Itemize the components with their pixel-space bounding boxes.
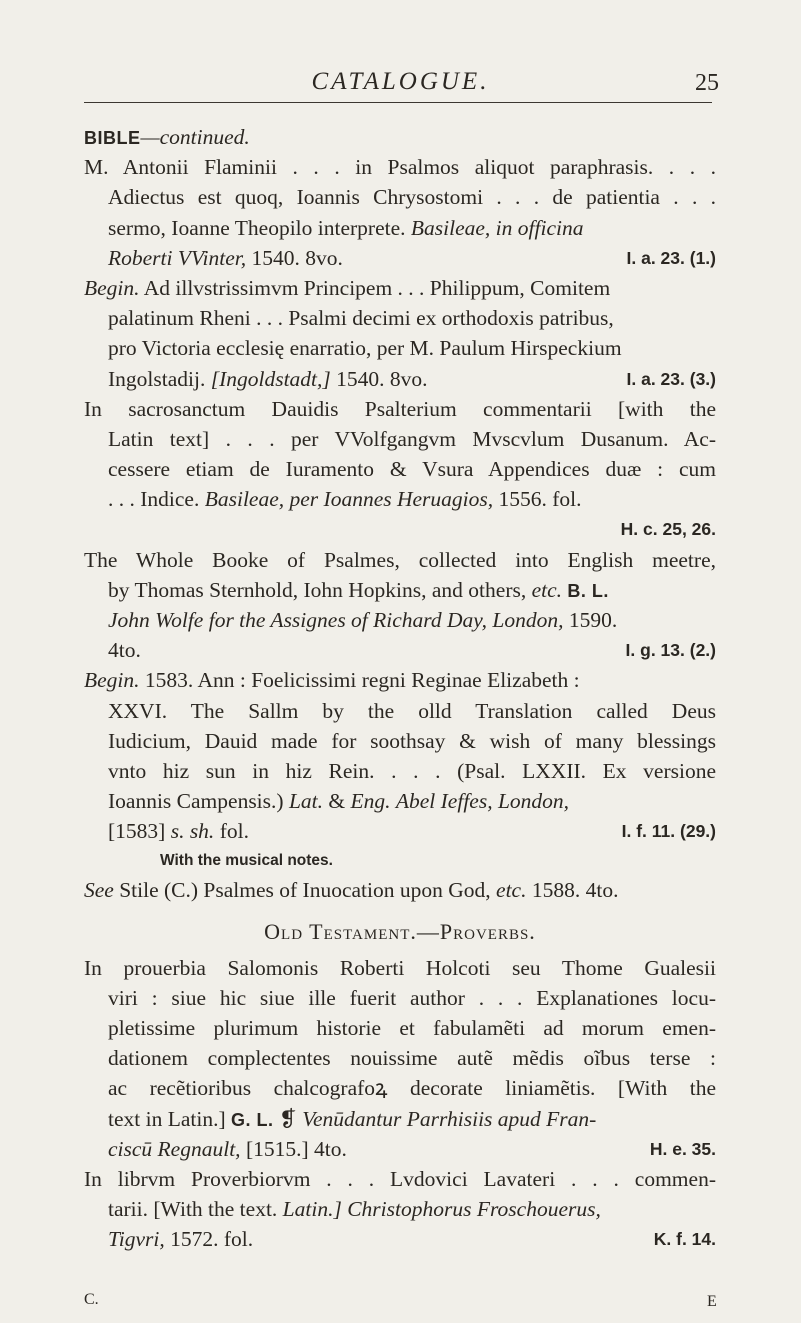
entry-line: Iudicium, Dauid made for soothsay & wish of many blessings [108, 728, 716, 753]
catalogue-entry [84, 1164, 716, 1255]
format: fol. [219, 819, 249, 844]
shelfmark: I. a. 23. (3.) [626, 368, 716, 389]
imprint-tail: 1540. 8vo. [251, 245, 343, 270]
entry-line [84, 213, 716, 243]
entry-text: by Thomas Sternhold, Iohn Hopkins, and others, [108, 577, 527, 602]
section-heading [84, 122, 716, 152]
entry-line [84, 605, 716, 635]
date: [1583] [108, 819, 166, 844]
imprint-tail: 1590. [568, 608, 618, 632]
format: 4to. [108, 638, 141, 663]
catalogue-entry [84, 273, 716, 394]
shelfmark: I. g. 13. (2.) [625, 640, 716, 661]
entry-line: In librvm Proverbiorvm . . . Lvdovici Lavateri . . . commen- [84, 1167, 716, 1191]
imprint-tail: [1515.] 4to. [245, 1136, 347, 1161]
black-letter-mark: B. L. [567, 580, 609, 601]
catalogue-entry [84, 665, 716, 874]
entry-text: Ad illvstrissimvm Principem . . . Philippum, Comitem [143, 275, 611, 300]
entry-line [84, 1134, 716, 1164]
etc: etc. [531, 577, 563, 602]
entry-line: Adiectus est quoq, Ioannis Chrysostomi . . . de patientia . . . [108, 185, 716, 210]
language: Eng. [350, 789, 391, 814]
entry-line: pletissime plurimum historie et fabulamẽti ad morum emen- [108, 1016, 716, 1041]
entry-line: dationem complectentes nouissime autẽ mẽdis oĩbus terse : [108, 1046, 716, 1071]
entry-lead: Begin. [84, 275, 140, 300]
ampersand: & [328, 789, 346, 814]
entry-line: pro Victoria ecclesię enarratio, per M. Paulum Hirspeckium [108, 336, 622, 361]
imprint: Roberti VVinter, [108, 245, 247, 270]
shelfmark: H. c. 25, 26. [620, 519, 716, 540]
header-rule [84, 102, 712, 103]
entry-line: vnto hiz sun in hiz Rein. . . . (Psal. LXXII. Ex versione [108, 758, 716, 783]
entry-line: palatinum Rheni . . . Psalmi decimi ex orthodoxis patribus, [108, 306, 614, 331]
shelfmark: K. f. 14. [653, 1229, 716, 1250]
entry-line: Latin text] . . . per VVolfgangvm Mvscvlum Dusanum. Ac- [108, 426, 716, 451]
imprint: John Wolfe for the Assignes of Richard Day, London, [108, 608, 564, 632]
heading-suffix: —continued. [140, 125, 250, 149]
entry-line: M. Antonii Flaminii . . . in Psalmos aliquot paraphrasis. . . . [84, 155, 716, 180]
page-footer [0, 1291, 801, 1321]
entry-lead: Begin. [84, 668, 140, 693]
entry-text: Ingolstadij. [108, 366, 206, 391]
imprint-tail: 1556. fol. [498, 487, 582, 512]
see-lead: See [84, 877, 114, 902]
catalogue-entry [84, 545, 716, 666]
entry-line [84, 1104, 716, 1134]
entry-line [84, 484, 716, 514]
entry-text: Stile (C.) Psalmes of Inuocation upon God, [119, 877, 491, 902]
entry-line [84, 1224, 716, 1254]
heading-label: BIBLE [84, 128, 141, 148]
entry-line [84, 665, 716, 695]
signature-left: C. [84, 1291, 99, 1308]
entry-line [84, 1194, 716, 1224]
running-title: CATALOGUE. [311, 68, 490, 95]
imprint-tail: 1588. 4to. [531, 877, 619, 902]
entry-line [84, 364, 716, 394]
imprint: Abel Ieffes, London, [395, 789, 570, 814]
imprint: ciscū Regnault, [108, 1136, 241, 1161]
shelfmark: I. f. 11. (29.) [621, 821, 716, 842]
entry-line: cessere etiam de Iuramento & Vsura Appendices duæ : cum [108, 457, 716, 482]
entry-line: The Whole Booke of Psalmes, collected into English meetre, [84, 547, 716, 572]
entry-text: sermo, Ioanne Theopilo interprete. [108, 215, 406, 240]
entry-line: ac recẽtioribus chalcografoꝝ decorate liniamẽtis. [With the [108, 1076, 716, 1101]
entry-line [84, 635, 716, 665]
entry-line [84, 816, 716, 846]
entry-line [84, 786, 716, 816]
single-sheet: s. sh. [170, 819, 215, 844]
imprint: Basileae, per Ioannes Heruagios, [204, 487, 494, 512]
entry-line [84, 273, 716, 303]
imprint-tail: 1540. 8vo. [336, 366, 428, 391]
cross-reference [84, 875, 716, 905]
entry-text: . . . Indice. [108, 487, 200, 512]
section-title: Old Testament.—Proverbs. [264, 918, 536, 944]
page-number: 25 [695, 70, 719, 96]
entry-line [84, 575, 716, 605]
entry-line: In sacrosanctum Dauidis Psalterium commentarii [with the [84, 396, 716, 421]
language: Lat. [288, 789, 323, 814]
shelfmark: H. e. 35. [649, 1138, 716, 1159]
entry-line: XXVI. The Sallm by the olld Translation called Deus [108, 698, 716, 723]
entry-text: tarii. [With the text. [108, 1197, 278, 1222]
catalogue-entry [84, 152, 716, 273]
imprint: [Ingoldstadt,] [210, 366, 331, 391]
entry-line [84, 514, 716, 544]
entry-text: text in Latin.] [108, 1106, 226, 1131]
imprint-tail: 1572. fol. [170, 1227, 254, 1252]
signature-right: E [707, 1293, 717, 1310]
language: Latin.] [282, 1197, 342, 1222]
entry-text: Ioannis Campensis.) [108, 789, 284, 814]
catalogue-entry [84, 394, 716, 545]
imprint: Christophorus Froschouerus, [347, 1197, 601, 1222]
imprint: Tigvri, [108, 1227, 165, 1252]
pilcrow-mark: ❡ [278, 1106, 297, 1131]
entry-text: 1583. Ann : Foelicissimi regni Reginae Elizabeth : [144, 668, 580, 693]
imprint: Venūdantur Parrhisiis apud Fran- [302, 1106, 597, 1131]
entry-note: With the musical notes. [160, 851, 333, 869]
entry-line [84, 243, 716, 273]
catalogue-entry [84, 953, 716, 1164]
entry-line: In prouerbia Salomonis Roberti Holcoti seu Thome Gualesii [84, 955, 716, 980]
shelfmark: I. a. 23. (1.) [626, 247, 716, 268]
black-letter-mark: G. L. [231, 1109, 274, 1130]
etc: etc. [496, 877, 527, 902]
catalogue-body [84, 122, 716, 1255]
entry-line: viri : siue hic siue ille fuerit author . . . Explanationes locu- [108, 985, 716, 1010]
imprint: Basileae, in officina [410, 215, 584, 240]
